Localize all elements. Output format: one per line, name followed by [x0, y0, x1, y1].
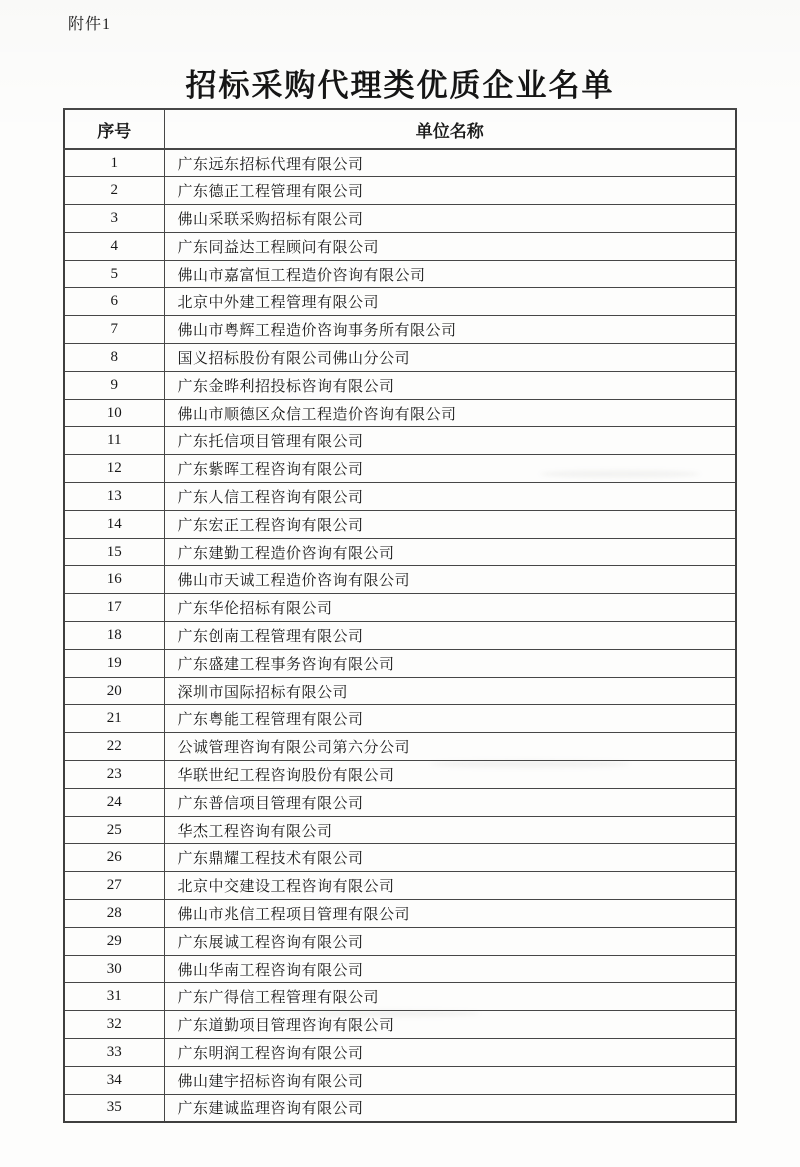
- row-company-name: 广东远东招标代理有限公司: [164, 149, 736, 177]
- header-serial-number: 序号: [64, 109, 164, 149]
- row-company-name: 广东鼎耀工程技术有限公司: [164, 844, 736, 872]
- table-row: [64, 483, 736, 511]
- row-company-name: 佛山采联采购招标有限公司: [164, 205, 736, 233]
- table-row: [64, 1011, 736, 1039]
- row-company-name: 深圳市国际招标有限公司: [164, 677, 736, 705]
- table-row: [64, 1066, 736, 1094]
- table-row: [64, 1039, 736, 1067]
- row-company-name: 广东道勤项目管理咨询有限公司: [164, 1011, 736, 1039]
- header-company-name: 单位名称: [164, 109, 736, 149]
- row-company-name: 广东同益达工程顾问有限公司: [164, 232, 736, 260]
- row-company-name: 广东华伦招标有限公司: [164, 594, 736, 622]
- row-company-name: 佛山市顺德区众信工程造价咨询有限公司: [164, 399, 736, 427]
- table-row: [64, 455, 736, 483]
- row-company-name: 广东明润工程咨询有限公司: [164, 1039, 736, 1067]
- row-serial-number: 17: [64, 594, 164, 622]
- table-row: [64, 538, 736, 566]
- row-serial-number: 25: [64, 816, 164, 844]
- table-row: [64, 649, 736, 677]
- company-table-header: [64, 109, 736, 149]
- row-company-name: 广东广得信工程管理有限公司: [164, 983, 736, 1011]
- row-company-name: 北京中交建设工程咨询有限公司: [164, 872, 736, 900]
- header-row: [64, 109, 736, 149]
- row-company-name: 广东宏正工程咨询有限公司: [164, 510, 736, 538]
- row-serial-number: 20: [64, 677, 164, 705]
- row-serial-number: 29: [64, 927, 164, 955]
- attachment-label: 附件1: [68, 16, 112, 33]
- row-serial-number: 4: [64, 232, 164, 260]
- row-company-name: 广东普信项目管理有限公司: [164, 788, 736, 816]
- table-row: [64, 761, 736, 789]
- table-row: [64, 427, 736, 455]
- row-serial-number: 8: [64, 344, 164, 372]
- row-company-name: 佛山市兆信工程项目管理有限公司: [164, 900, 736, 928]
- table-row: [64, 594, 736, 622]
- row-serial-number: 23: [64, 761, 164, 789]
- row-company-name: 广东建诚监理咨询有限公司: [164, 1094, 736, 1122]
- row-company-name: 北京中外建工程管理有限公司: [164, 288, 736, 316]
- row-serial-number: 24: [64, 788, 164, 816]
- company-table-body: [64, 149, 736, 1122]
- row-company-name: 佛山市天诚工程造价咨询有限公司: [164, 566, 736, 594]
- row-serial-number: 6: [64, 288, 164, 316]
- row-serial-number: 12: [64, 455, 164, 483]
- row-company-name: 国义招标股份有限公司佛山分公司: [164, 344, 736, 372]
- table-row: [64, 677, 736, 705]
- row-serial-number: 27: [64, 872, 164, 900]
- row-serial-number: 13: [64, 483, 164, 511]
- row-serial-number: 21: [64, 705, 164, 733]
- row-serial-number: 18: [64, 622, 164, 650]
- row-serial-number: 33: [64, 1039, 164, 1067]
- table-row: [64, 872, 736, 900]
- row-serial-number: 31: [64, 983, 164, 1011]
- row-company-name: 广东托信项目管理有限公司: [164, 427, 736, 455]
- table-row: [64, 232, 736, 260]
- table-row: [64, 260, 736, 288]
- table-row: [64, 510, 736, 538]
- row-company-name: 佛山市粤辉工程造价咨询事务所有限公司: [164, 316, 736, 344]
- row-company-name: 广东紫晖工程咨询有限公司: [164, 455, 736, 483]
- table-row: [64, 816, 736, 844]
- row-company-name: 佛山建宇招标咨询有限公司: [164, 1066, 736, 1094]
- row-company-name: 佛山华南工程咨询有限公司: [164, 955, 736, 983]
- table-row: [64, 983, 736, 1011]
- row-serial-number: 26: [64, 844, 164, 872]
- row-serial-number: 28: [64, 900, 164, 928]
- table-row: [64, 149, 736, 177]
- row-company-name: 广东展诚工程咨询有限公司: [164, 927, 736, 955]
- row-serial-number: 5: [64, 260, 164, 288]
- company-table: [63, 108, 737, 1123]
- table-row: [64, 1094, 736, 1122]
- table-row: [64, 844, 736, 872]
- row-company-name: 广东盛建工程事务咨询有限公司: [164, 649, 736, 677]
- table-row: [64, 177, 736, 205]
- row-serial-number: 7: [64, 316, 164, 344]
- row-company-name: 公诚管理咨询有限公司第六分公司: [164, 733, 736, 761]
- table-row: [64, 705, 736, 733]
- table-row: [64, 316, 736, 344]
- page-title: 招标采购代理类优质企业名单: [185, 68, 615, 103]
- row-company-name: 广东德正工程管理有限公司: [164, 177, 736, 205]
- row-serial-number: 35: [64, 1094, 164, 1122]
- row-serial-number: 22: [64, 733, 164, 761]
- row-serial-number: 9: [64, 371, 164, 399]
- table-row: [64, 955, 736, 983]
- row-company-name: 华联世纪工程咨询股份有限公司: [164, 761, 736, 789]
- table-row: [64, 900, 736, 928]
- row-company-name: 广东创南工程管理有限公司: [164, 622, 736, 650]
- row-company-name: 佛山市嘉富恒工程造价咨询有限公司: [164, 260, 736, 288]
- row-serial-number: 32: [64, 1011, 164, 1039]
- table-row: [64, 288, 736, 316]
- row-company-name: 广东金晔利招投标咨询有限公司: [164, 371, 736, 399]
- row-company-name: 广东建勤工程造价咨询有限公司: [164, 538, 736, 566]
- row-serial-number: 14: [64, 510, 164, 538]
- row-serial-number: 1: [64, 149, 164, 177]
- row-serial-number: 16: [64, 566, 164, 594]
- row-serial-number: 3: [64, 205, 164, 233]
- table-row: [64, 344, 736, 372]
- table-row: [64, 927, 736, 955]
- table-row: [64, 622, 736, 650]
- row-company-name: 广东粤能工程管理有限公司: [164, 705, 736, 733]
- row-company-name: 华杰工程咨询有限公司: [164, 816, 736, 844]
- table-row: [64, 788, 736, 816]
- table-row: [64, 733, 736, 761]
- row-serial-number: 34: [64, 1066, 164, 1094]
- row-serial-number: 2: [64, 177, 164, 205]
- table-row: [64, 205, 736, 233]
- row-serial-number: 30: [64, 955, 164, 983]
- table-row: [64, 399, 736, 427]
- row-serial-number: 10: [64, 399, 164, 427]
- row-serial-number: 19: [64, 649, 164, 677]
- table-row: [64, 566, 736, 594]
- table-row: [64, 371, 736, 399]
- row-company-name: 广东人信工程咨询有限公司: [164, 483, 736, 511]
- row-serial-number: 15: [64, 538, 164, 566]
- row-serial-number: 11: [64, 427, 164, 455]
